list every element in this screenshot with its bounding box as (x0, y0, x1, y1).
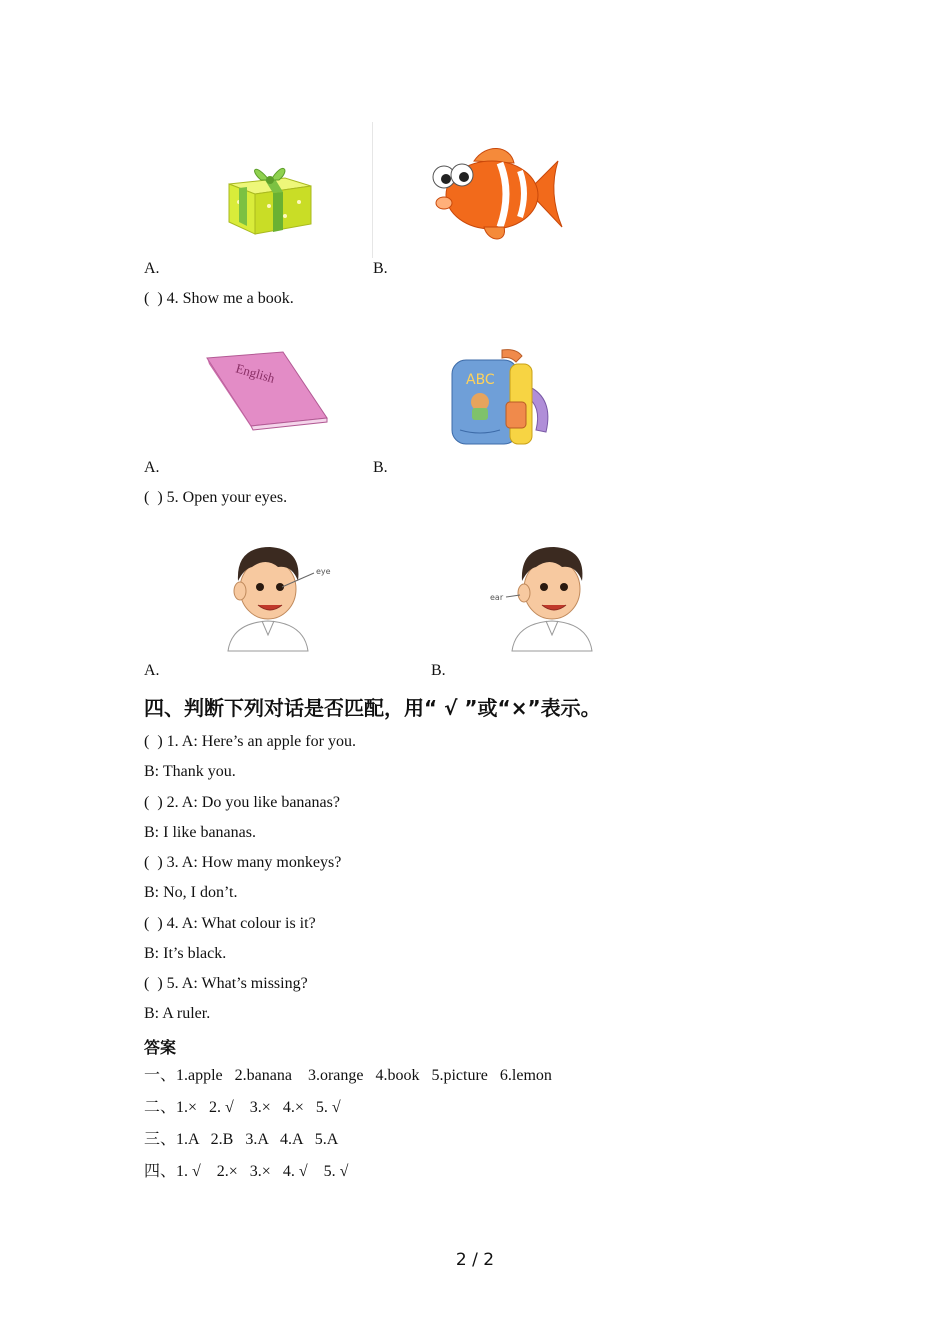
page-number: 2 / 2 (455, 1250, 495, 1270)
boy-pointing-ear-image (490, 541, 600, 653)
q3-option-b-label: B. (373, 260, 388, 277)
column-divider (372, 122, 373, 258)
schoolbag-image (450, 346, 554, 446)
book-image (205, 352, 329, 430)
section-4-heading: 四、判断下列对话是否匹配，用“ √ ”或“×”表示。 (144, 696, 601, 720)
q5-option-a-label: A. (144, 662, 160, 679)
dialog-line: B: It’s black. (144, 945, 227, 962)
bag-letters-text: ABC (466, 372, 495, 388)
answer-line: 三、1.A 2.B 3.A 4.A 5.A (144, 1131, 339, 1148)
q4-option-b-label: B. (373, 459, 388, 476)
answer-line: 四、1. √ 2.× 3.× 4. √ 5. √ (144, 1163, 349, 1180)
dialog-line: ( ) 3. A: How many monkeys? (144, 854, 342, 871)
answer-line: 二、1.× 2. √ 3.× 4.× 5. √ (144, 1099, 341, 1116)
q3-option-a-label: A. (144, 260, 160, 277)
q4-option-a-label: A. (144, 459, 160, 476)
q4-prompt: ( ) 4. Show me a book. (144, 290, 294, 307)
dialog-line: ( ) 5. A: What’s missing? (144, 975, 308, 992)
dialog-line: B: No, I don’t. (144, 884, 238, 901)
book-title-text: English (234, 360, 277, 386)
gift-box-image (225, 158, 313, 236)
q5-option-b-label: B. (431, 662, 446, 679)
answer-line: 一、1.apple 2.banana 3.orange 4.book 5.picture 6.lemon (144, 1067, 552, 1084)
dialog-line: ( ) 1. A: Here’s an apple for you. (144, 733, 356, 750)
dialog-line: B: A ruler. (144, 1005, 211, 1022)
dialog-line: ( ) 4. A: What colour is it? (144, 915, 316, 932)
answers-title: 答案 (144, 1038, 177, 1057)
dialog-line: B: I like bananas. (144, 824, 256, 841)
boy-pointing-eye-image (226, 543, 336, 653)
dialog-line: ( ) 2. A: Do you like bananas? (144, 794, 340, 811)
dialog-line: B: Thank you. (144, 763, 236, 780)
fish-image (430, 143, 564, 245)
ear-tag-text: ear (490, 593, 504, 602)
eye-tag-text: eye (316, 567, 331, 576)
q5-prompt: ( ) 5. Open your eyes. (144, 489, 288, 506)
